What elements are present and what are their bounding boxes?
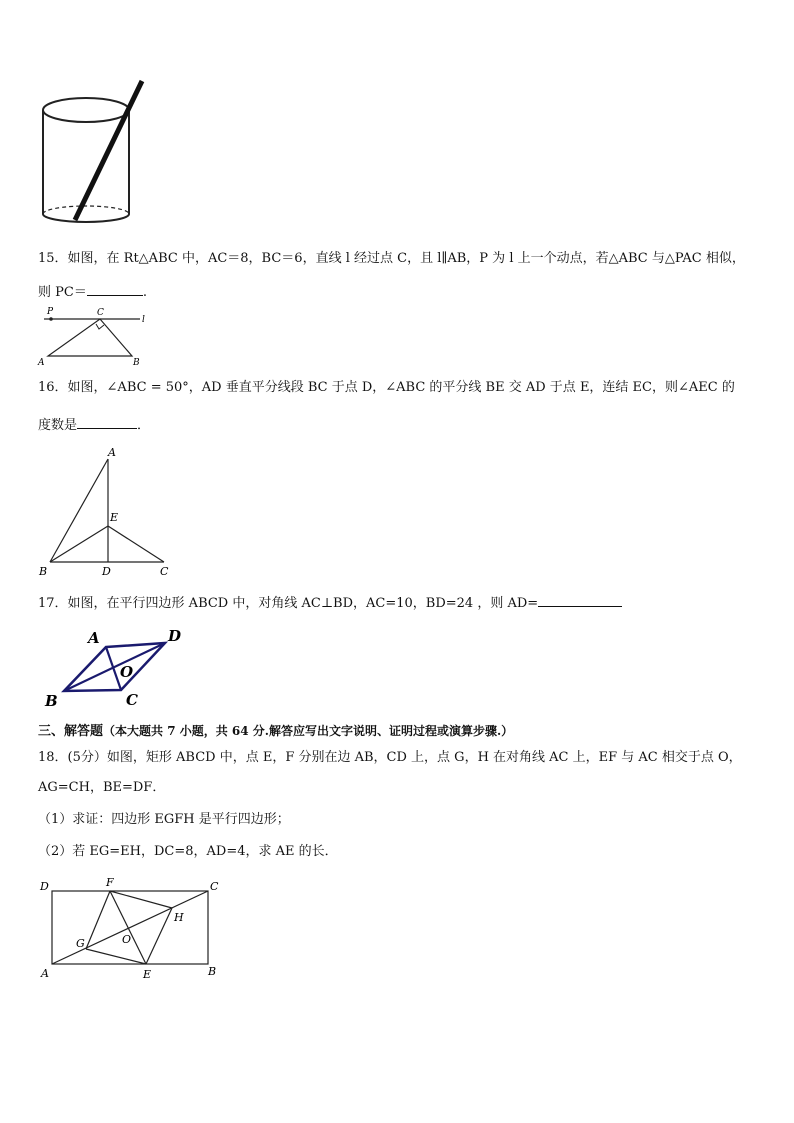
q18-segment-fh	[110, 891, 172, 908]
q18-segment-ge	[86, 949, 146, 964]
q18-label-d: D	[40, 880, 49, 893]
q15-label-b: B	[133, 358, 140, 368]
q15-line1: 15．如图，在 Rt△ABC 中，AC＝8，BC＝6，直线 l 经过点 C，且 l∥AB，P 为 l 上一个动点，若△ABC 与△PAC 相似，	[38, 251, 745, 266]
q15-label-c: C	[97, 308, 104, 318]
q15-figure	[36, 305, 151, 368]
q18-label-g: G	[76, 937, 85, 950]
q18-label-e: E	[143, 968, 152, 981]
q15-answer-blank[interactable]	[87, 281, 143, 296]
q17-figure	[40, 624, 190, 712]
q18-label-h: H	[174, 911, 184, 924]
q18-diagonal-ac	[52, 891, 208, 964]
q16-segment-be	[50, 526, 108, 562]
q18-segment-he	[146, 908, 172, 964]
q16-label-d: D	[102, 565, 111, 578]
q17-label-c: C	[126, 691, 138, 709]
q15-point-p	[49, 317, 53, 321]
q16-figure	[36, 444, 181, 579]
q16-line2	[38, 414, 150, 436]
q15-label-a: A	[38, 358, 45, 368]
q16-label-b: B	[39, 565, 48, 578]
q18-line1: 18．(5分）如图，矩形 ABCD 中，点 E，F 分别在边 AB，CD 上，点 G，H 在对角线 AC 上，EF 与 AC 相交于点 O，	[38, 750, 742, 765]
cylinder-top	[43, 98, 129, 122]
section3-note: （本大题共 7 小题，共 64 分.解答应写出文字说明、证明过程或演算步骤.）	[103, 724, 514, 738]
q17-answer-blank[interactable]	[538, 592, 622, 607]
q16-line2-prefix: 度数是	[38, 418, 78, 433]
q18-label-f: F	[106, 876, 114, 889]
q15-line2-suffix: .	[142, 285, 147, 300]
q17-label-a: A	[88, 629, 100, 647]
q17-text: 17．如图，在平行四边形 ABCD 中，对角线 AC⊥BD，AC=10，BD=24 ，则 AD=	[38, 596, 539, 611]
q16-label-e: E	[110, 511, 119, 524]
q18-label-a: A	[41, 967, 49, 980]
q16-line1: 16．如图，∠ABC = 50°，AD 垂直平分线段 BC 于点 D，∠ABC 的平分线 BE 交 AD 于点 E，连结 EC，则∠AEC 的	[38, 380, 735, 395]
q17-label-d: D	[168, 627, 182, 645]
q16-segment-ec	[108, 526, 164, 562]
q15-label-p: P	[47, 307, 54, 317]
q16-line2-suffix: ．	[137, 418, 151, 433]
q18-segment-ef	[110, 891, 146, 964]
q18-figure	[36, 874, 226, 986]
q18-part1: （1）求证：四边形 EGFH 是平行四边形；	[38, 812, 290, 827]
q15-line2	[38, 281, 147, 303]
q15-triangle	[48, 319, 132, 356]
cylinder-bottom-back	[43, 206, 129, 214]
q17-label-o: O	[120, 663, 134, 681]
q16-answer-blank[interactable]	[77, 414, 137, 429]
q17-line	[38, 592, 622, 614]
q16-label-c: C	[160, 565, 169, 578]
q16-label-a: A	[108, 446, 116, 459]
q17-label-b: B	[45, 692, 58, 710]
q18-label-o: O	[122, 933, 132, 946]
cylinder-bottom-front	[43, 214, 129, 222]
q18-line2: AG=CH，BE=DF．	[38, 780, 166, 795]
q15-label-l: l	[142, 315, 145, 325]
section3-heading	[38, 721, 513, 742]
stick	[75, 81, 142, 220]
q17-diagonal-bd	[64, 643, 165, 691]
section3-title: 三、解答题	[38, 724, 104, 739]
q15-line2-prefix: 则 PC＝	[38, 285, 87, 300]
q18-part2: （2）若 EG=EH，DC=8，AD=4，求 AE 的长．	[38, 844, 338, 859]
q18-label-c: C	[210, 880, 219, 893]
q18-segment-fg	[86, 891, 110, 949]
cylinder-figure	[38, 78, 148, 228]
q15-right-angle-mark	[96, 324, 104, 329]
q16-segment-ab	[50, 459, 108, 562]
q18-label-b: B	[208, 965, 217, 978]
